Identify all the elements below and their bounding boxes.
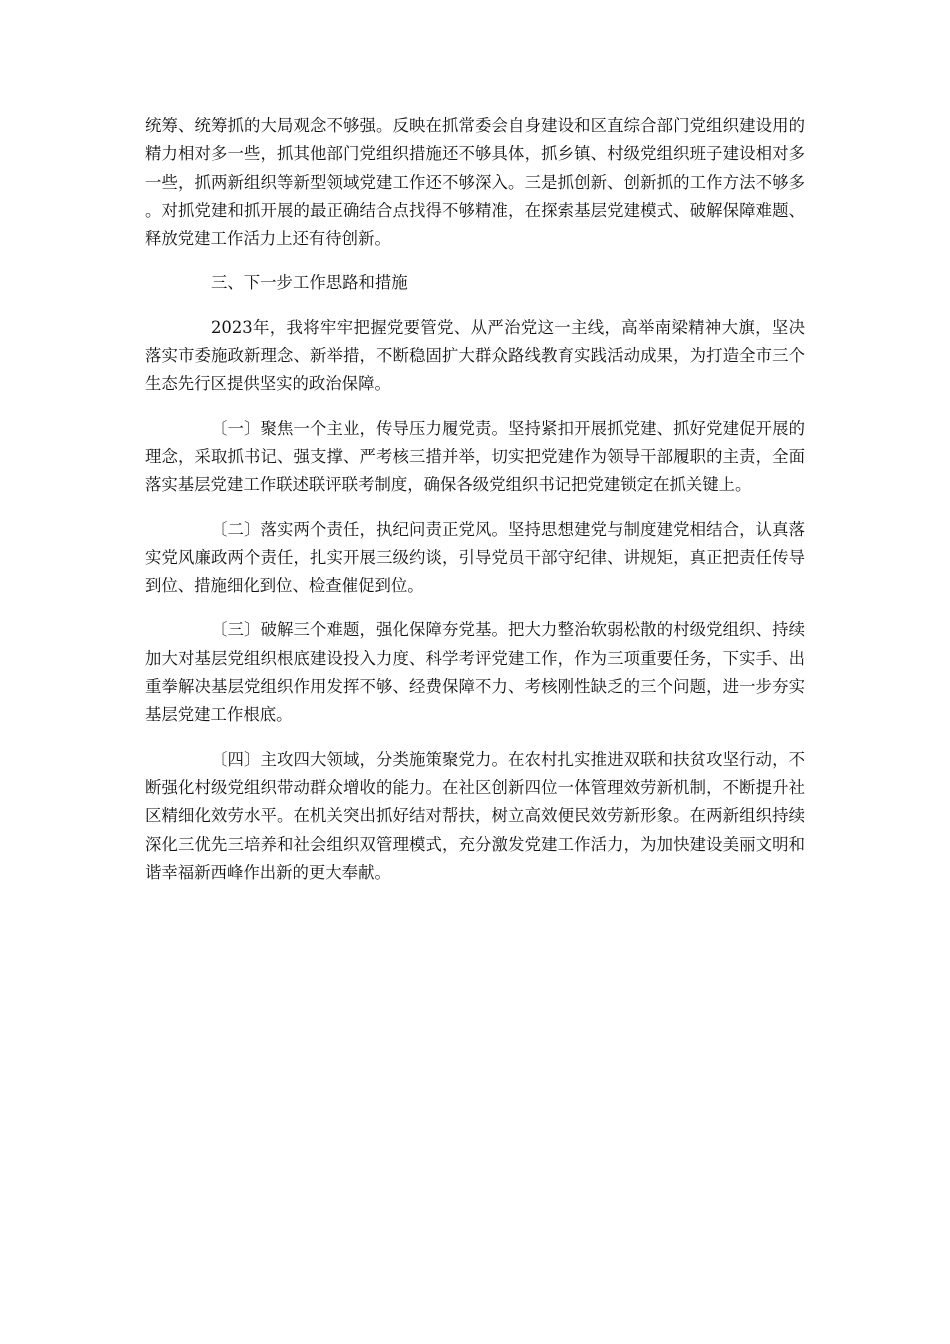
paragraph-item-2: 〔二〕落实两个责任，执纪问责正党风。坚持思想建党与制度建党相结合，认真落实党风廉政两个责任，扎实开展三级约谈，引导党员干部守纪律、讲规矩，真正把责任传导到位、措施细化到位、检查催促到位。: [145, 519, 805, 596]
paragraph-item-1: 〔一〕聚焦一个主业，传导压力履党责。坚持紧扣开展抓党建、抓好党建促开展的理念，采取抓书记、强支撑、严考核三措并举，切实把党建作为领导干部履职的主责，全面落实基层党建工作联述联评联考制度，确保各级党组织书记把党建锁定在抓关键上。: [145, 418, 805, 495]
section-heading: 三、下一步工作思路和措施: [211, 273, 408, 293]
paragraph-continuation: 统筹、统筹抓的大局观念不够强。反映在抓常委会自身建设和区直综合部门党组织建设用的精力相对多一些，抓其他部门党组织措施还不够具体，抓乡镇、村级党组织班子建设相对多一些，抓两新组织等新型领域党建工作还不够深入。三是抓创新、创新抓的工作方法不够多。对抓党建和抓开展的最正确结合点找得不够精准，在探索基层党建模式、破解保障难题、释放党建工作活力上还有待创新。: [145, 116, 805, 249]
paragraph-item-4: 〔四〕主攻四大领域，分类施策聚党力。在农村扎实推进双联和扶贫攻坚行动，不断强化村级党组织带动群众增收的能力。在社区创新四位一体管理效劳新机制，不断提升社区精细化效劳水平。在机关突出抓好结对帮扶，树立高效便民效劳新形象。在两新组织持续深化三优先三培养和社会组织双管理模式，充分激发党建工作活力，为加快建设美丽文明和谐幸福新西峰作出新的更大奉献。: [145, 749, 805, 882]
paragraph-intro: 2023年，我将牢牢把握党要管党、从严治党这一主线，高举南梁精神大旗，坚决落实市委施政新理念、新举措，不断稳固扩大群众路线教育实践活动成果，为打造全市三个生态先行区提供坚实的政治保障。: [145, 317, 805, 394]
paragraph-item-3: 〔三〕破解三个难题，强化保障夯党基。把大力整治软弱松散的村级党组织、持续加大对基层党组织根底建设投入力度、科学考评党建工作，作为三项重要任务，下实手、出重拳解决基层党组织作用发挥不够、经费保障不力、考核刚性缺乏的三个问题，进一步夯实基层党建工作根底。: [145, 620, 805, 725]
document-page: [145, 112, 805, 887]
